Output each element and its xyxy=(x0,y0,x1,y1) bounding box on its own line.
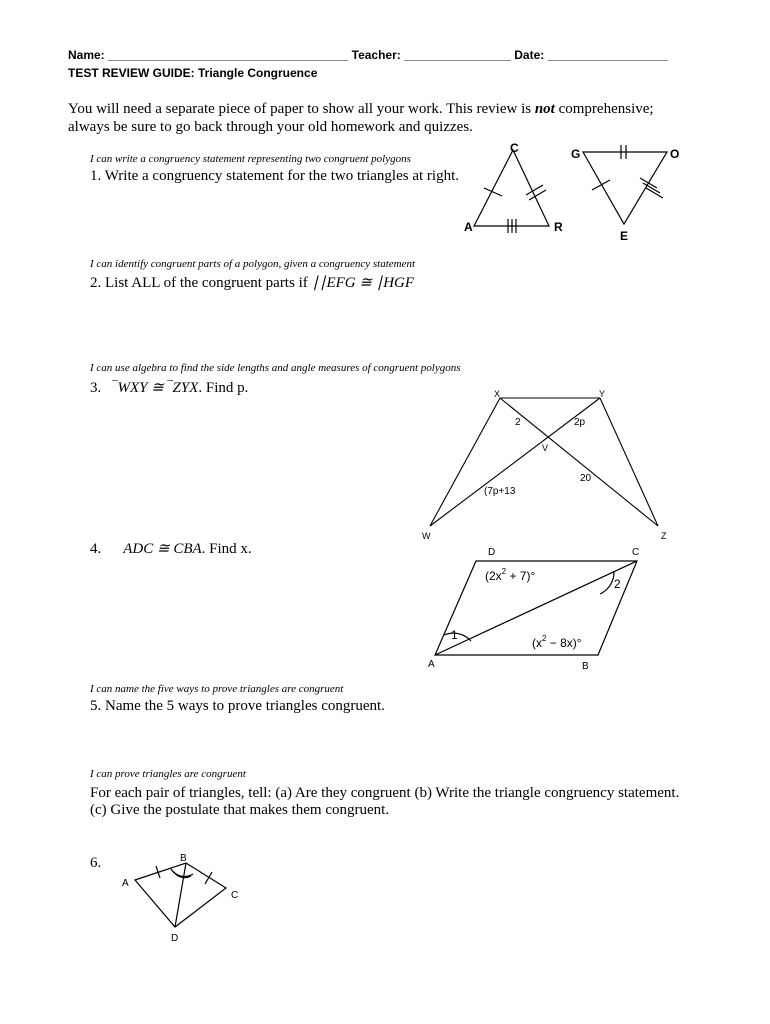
intro-text: You will need a separate piece of paper to show all your work. This review is xyxy=(68,101,535,117)
q1-label-e: E xyxy=(620,229,629,243)
q6-figure xyxy=(135,863,226,927)
q3-num: 3. xyxy=(90,380,102,396)
q6-label-a: A xyxy=(122,878,129,889)
q3-objective: I can use algebra to find the side lengths and angle measures of congruent polygons xyxy=(90,362,461,374)
q1-triangle-car xyxy=(474,150,549,233)
name-label: Name: xyxy=(68,48,105,62)
q1-triangle-goe xyxy=(583,145,667,224)
q4-label-b: B xyxy=(582,661,589,672)
q4-angle-2: 2 xyxy=(614,577,621,591)
q1-label-o: O xyxy=(670,147,680,161)
q3-label-y: Y xyxy=(599,389,606,399)
date-blank[interactable]: __________________ xyxy=(547,48,668,62)
q3-text xyxy=(90,378,248,397)
intro-emphasis: not xyxy=(534,101,555,117)
q5-text: 5. Name the 5 ways to prove triangles congruent. xyxy=(90,698,385,714)
q4-label-c: C xyxy=(632,547,640,558)
q1-text: 1. Write a congruency statement for the two triangles at right. xyxy=(90,168,460,184)
date-label: Date: xyxy=(514,48,545,62)
q2-objective: I can identify congruent parts of a polygon, given a congruency statement xyxy=(90,258,416,270)
q4-label-a: A xyxy=(428,659,435,670)
q4-text-post: . Find x. xyxy=(201,541,252,557)
q4-math: ADC ≅ CBA xyxy=(123,541,202,557)
q6-instructions-2: (c) Give the postulate that makes them congruent. xyxy=(90,802,390,818)
q3-segment-vw: (7p+13 xyxy=(484,486,516,497)
teacher-blank[interactable]: ________________ xyxy=(404,48,511,62)
q3-label-x: X xyxy=(494,389,501,399)
q6-label-d: D xyxy=(171,933,179,944)
q2-text-math: ∣∣EFG ≅ ∣HGF xyxy=(311,275,415,291)
q1-label-a: A xyxy=(464,220,473,234)
q4-text xyxy=(90,539,252,558)
name-blank[interactable]: ____________________________________ xyxy=(108,48,349,62)
q1-label-c: C xyxy=(510,141,519,155)
q3-label-z: Z xyxy=(661,531,667,541)
q3-segment-vz: 20 xyxy=(580,473,592,484)
teacher-label: Teacher: xyxy=(351,48,401,62)
page-title: TEST REVIEW GUIDE: Triangle Congruence xyxy=(68,66,318,80)
q4-angle-1: 1 xyxy=(451,628,458,642)
q6-label-b: B xyxy=(180,853,187,864)
q1-objective: I can write a congruency statement representing two congruent polygons xyxy=(90,153,411,165)
q6-objective: I can prove triangles are congruent xyxy=(90,768,246,780)
intro-line-2: always be sure to go back through your old homework and quizzes. xyxy=(68,119,473,135)
q6-label-c: C xyxy=(231,890,239,901)
q3-segment-xv: 2 xyxy=(515,417,521,428)
q1-label-g: G xyxy=(571,147,581,161)
q3-segment-yv: 2p xyxy=(574,417,586,428)
q6-num: 6. xyxy=(90,855,102,871)
q3-label-v: V xyxy=(542,443,549,453)
q3-label-w: W xyxy=(422,531,431,541)
q4-angle-expr-bottom: $(x^2 - 8x)^\circ$ xyxy=(532,634,582,650)
q1-label-r: R xyxy=(554,220,563,234)
q2-text xyxy=(90,273,414,292)
q3-figure xyxy=(430,398,658,526)
q3-text-post: . Find p. xyxy=(198,380,249,396)
q4-label-d: D xyxy=(488,547,496,558)
q5-objective: I can name the five ways to prove triangles are congruent xyxy=(90,683,344,695)
intro-text-end: comprehensive; xyxy=(554,101,654,117)
q3-math: ‾WXY ≅ ‾ZYX xyxy=(112,380,199,396)
q6-instructions-1: For each pair of triangles, tell: (a) Are they congruent (b) Write the triangle congruency statement. xyxy=(90,785,680,801)
q4-num: 4. xyxy=(90,541,102,557)
q2-text-pre: 2. List ALL of the congruent parts if xyxy=(90,275,312,291)
q4-angle-expr-top: $(2x^2 + 7)^\circ$ xyxy=(485,567,536,583)
